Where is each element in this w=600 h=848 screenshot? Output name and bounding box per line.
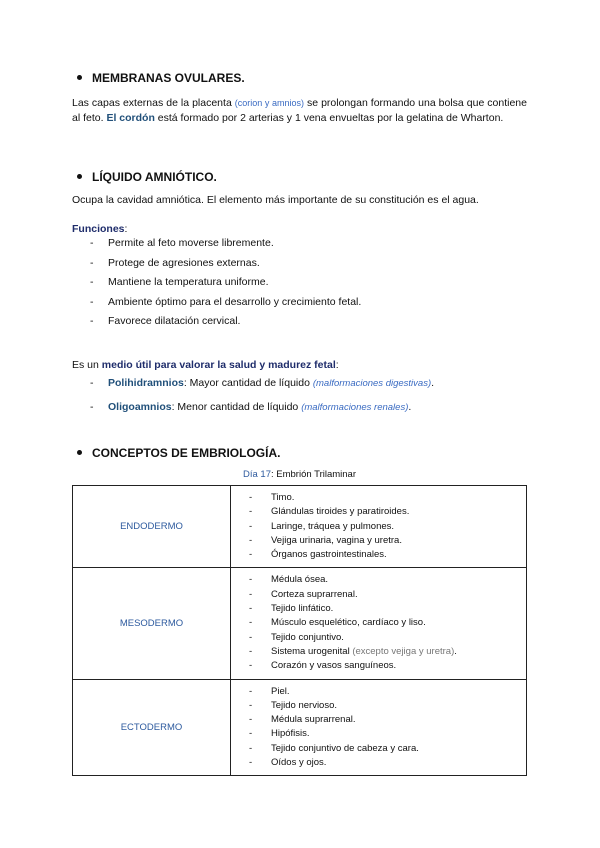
paragraph-liquido-intro: Ocupa la cavidad amniótica. El elemento más importante de su constitución es el agua. xyxy=(72,194,479,206)
layer-ectodermo: ECTODERMO xyxy=(73,679,231,776)
bullet-icon xyxy=(77,450,82,455)
organs-cell: - Timo. - Glándulas tiroides y paratiroides. - Laringe, tráquea y pulmones. - Vejiga urinaria, vagina y uretra. - Órganos gastrointestinales. xyxy=(231,486,527,568)
medio-util-line: Es un medio útil para valorar la salud y madurez fetal: xyxy=(72,359,339,371)
layer-mesodermo: MESODERMO xyxy=(73,568,231,679)
organs-cell: - Médula ósea. - Corteza suprarrenal. - Tejido linfático. - Músculo esquelético, cardíaco y liso. - Tejido conjuntivo. - Sistema urogenital (excepto vejiga y uretra). - Corazón y vasos sanguíneos. xyxy=(231,568,527,679)
paragraph-membranas: Las capas externas de la placenta (corion y amnios) se prolongan formando una bolsa que contiene al feto. El cordón está formado por 2 arterias y 1 vena envueltas por la gelatina de Wharton. xyxy=(72,97,527,124)
heading-liquido: LÍQUIDO AMNIÓTICO. xyxy=(92,170,217,184)
bullet-icon xyxy=(77,75,82,80)
organs-cell: - Piel. - Tejido nervioso. - Médula suprarrenal. - Hipófisis. - Tejido conjuntivo de cabeza y cara. - Oídos y ojos. xyxy=(231,679,527,776)
table-row xyxy=(73,679,527,776)
funciones-label: Funciones: xyxy=(72,223,128,235)
embryology-table xyxy=(72,485,527,776)
heading-membranas: MEMBRANAS OVULARES. xyxy=(92,71,245,85)
heading-embriologia: CONCEPTOS DE EMBRIOLOGÍA. xyxy=(92,446,280,460)
table-row xyxy=(73,568,527,679)
layer-endodermo: ENDODERMO xyxy=(73,486,231,568)
bullet-icon xyxy=(77,174,82,179)
table-row xyxy=(73,486,527,568)
table-caption: Día 17: Embrión Trilaminar xyxy=(243,469,356,480)
